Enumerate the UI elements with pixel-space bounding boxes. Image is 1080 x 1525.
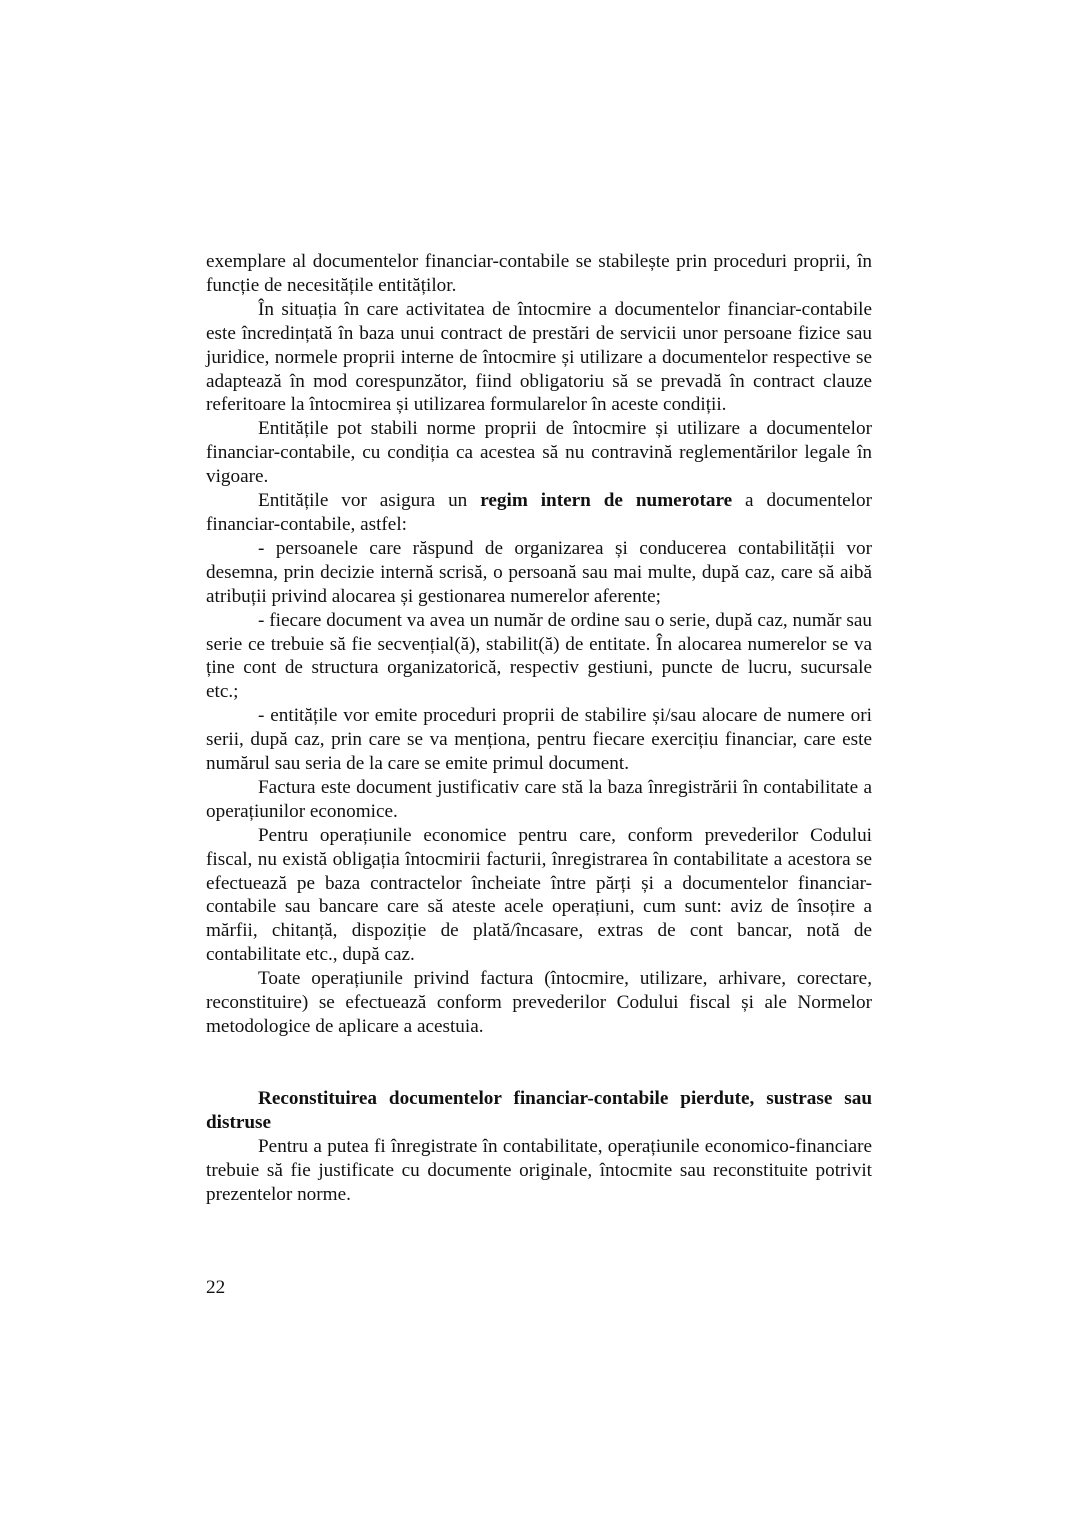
- paragraph-outsourcing: În situația în care activitatea de întocmire a documentelor financiar-contabile este încredințată în baza unui contract de prestări de servicii unor persoane fizice sau juridice, normele proprii interne de întocmire și utilizare a documentelor respective se adaptează în mod corespunzător, fiind obligatoriu să se prevadă în contract clauze referitoare la întocmirea și utilizarea formularelor în aceste condiții.: [206, 298, 872, 416]
- paragraph-numbering-regime: [206, 489, 872, 537]
- numbering-outro-text: a documentelor financiar-contabile, astfel:: [206, 490, 872, 535]
- list-item-own-procedures: - entitățile vor emite proceduri proprii de stabilire și/sau alocare de numere ori serii, după caz, prin care se va menționa, pentru fiecare exercițiu financiar, care este numărul sau seria de la care se emite primul document.: [206, 705, 872, 775]
- paragraph-invoice-operations: Toate operațiunile privind factura (întocmire, utilizare, arhivare, corectare, reconstituire) se efectuează conform prevederilor Codului fiscal și ale Normelor metodologice de aplicare a acestuia.: [206, 968, 872, 1037]
- paragraph-no-invoice-operations: Pentru operațiunile economice pentru care, conform prevederilor Codului fiscal, nu există obligația întocmirii facturii, înregistrarea în contabilitate a acestora se efectuează pe baza contractelor încheiate între părți și a documentelor financiar-contabile sau bancare care să ateste acele operațiuni, cum sunt: aviz de însoțire a mărfii, chitanță, dispoziție de plată/încasare, extras de cont bancar, notă de contabilitate etc., după caz.: [206, 824, 872, 966]
- paragraph-continuation: exemplare al documentelor financiar-contabile se stabilește prin proceduri proprii, în funcție de necesitățile entităților.: [206, 251, 872, 296]
- numbering-regime-bold: regim intern de numerotare: [480, 490, 733, 512]
- section-heading-reconstitution: Reconstituirea documentelor financiar-contabile pierdute, sustrase sau distruse: [206, 1087, 872, 1133]
- paragraph-reconstitution-body: Pentru a putea fi înregistrate în contabilitate, operațiunile economico-financiare trebuie să fie justificate cu documente originale, întocmite sau reconstituite potrivit prezentelor norme.: [206, 1135, 872, 1205]
- document-page: [206, 250, 872, 1206]
- paragraph-invoice: Factura este document justificativ care stă la baza înregistrării în contabilitate a operațiunilor economice.: [206, 776, 872, 822]
- paragraph-own-norms: Entitățile pot stabili norme proprii de întocmire și utilizare a documentelor financiar-contabile, cu condiția ca acestea să nu contravină reglementărilor legale în vigoare.: [206, 418, 872, 488]
- page-number: 22: [206, 1277, 226, 1298]
- list-item-document-number: - fiecare document va avea un număr de ordine sau o serie, după caz, număr sau serie ce trebuie să fie secvențial(ă), stabilit(ă) de entitate. În alocarea numerelor se va ține cont de structura organizatorică, respectiv gestiuni, puncte de lucru, sucursale etc.;: [206, 609, 872, 703]
- list-item-designate-person: - persoanele care răspund de organizarea și conducerea contabilității vor desemna, prin decizie internă scrisă, o persoană sau mai multe, după caz, care să aibă atribuții privind alocarea și gestionarea numerelor aferente;: [206, 537, 872, 607]
- numbering-intro-text: Entitățile vor asigura un: [258, 490, 481, 512]
